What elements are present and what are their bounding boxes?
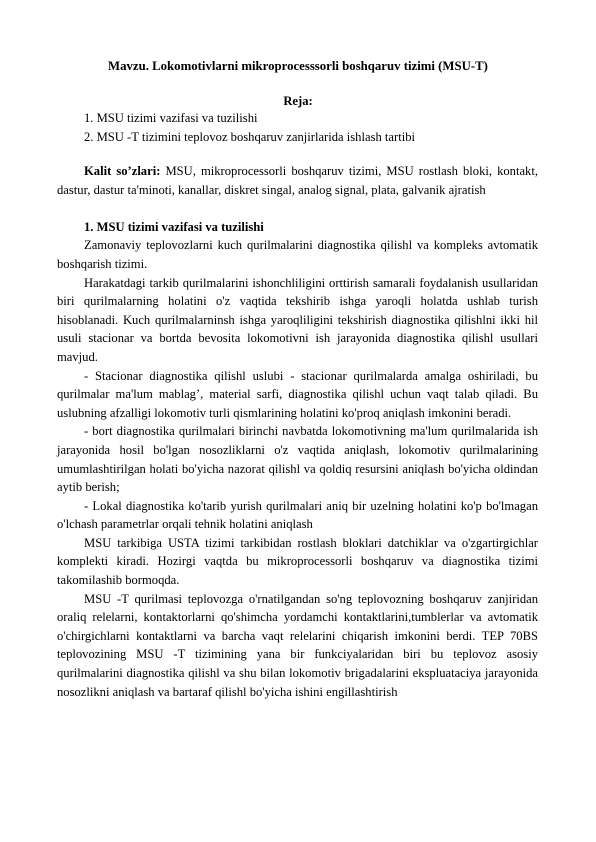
paragraph: - Lokal diagnostika ko'tarib yurish qurilmalari aniq bir uzelning holatini ko'p bo'lmagan o'lchash parametrlar orqali tehnik holatini aniqlash	[57, 498, 538, 532]
paragraph: - bort diagnostika qurilmalari birinchi navbatda lokomotivning ma'lum qurilmalarida ish jarayonida hosil bo'lgan nosozliklarni o'z vaqtida aniqlash, lokomotiv qurilmalarining umumlashtirilgan holati bo'yicha nazorat qilishl va qoldiq resursini aniqlash bo'yicha oldindan aytib berish;	[57, 424, 538, 495]
keywords-text: MSU, mikroprocessorli boshqaruv tizimi, MSU rostlash bloki, kontakt, dastur, dastur ta'minoti, kanallar, diskret singal, analog signal, plata, galvanik ajratish	[57, 164, 539, 197]
plan-item: 1. MSU tizimi vazifasi va tuzilishi	[84, 111, 258, 125]
paragraph: MSU -T qurilmasi teplovozga o'rnatilgandan so'ng teplovozning boshqaruv zanjiridan oraliq relelarni, kontaktorlarni qo'shimcha yordamchi kontaktlarini,tumblerlar va avtomatik o'chirgichlarni kontaktlarni va barcha vaqt relelarini chiqarish imkonini berdi. TEP 70BS teplovozining MSU -T tizimining yana bir funkciyalaridan biri bu teplovoz asosiy qurilmalarini diagnostika qilishl va shu bilan lokomotiv brigadalarini ekspluataciya jarayonida nosozlikni aniqlash va bartaraf qilishl bo'yicha ishini engillashtirish	[57, 591, 538, 699]
plan-item: 2. MSU -T tizimini teplovoz boshqaruv zanjirlarida ishlash tartibi	[84, 129, 415, 144]
plan-list	[84, 109, 564, 146]
paragraph: Harakatdagi tarkib qurilmalarini ishonchliligini orttirish samarali foydalanish usullaridan biri qurilmalarning holatini o'z vaqtida tekshirib ishga yaroqli holatda ushlab turish hisoblanadi. Kuch qurilmalarninsh ishga yaroqliligini tekshirish diagnostika qilishlni ikki hil usuli stacionar va bortda bevosita lokomotivni ish jarayonida diagnostika qilishl usullari mavjud.	[57, 275, 538, 364]
paragraph-gap	[57, 199, 538, 218]
plan-heading: Reja:	[283, 94, 313, 108]
document-body	[57, 162, 538, 701]
document-title: Mavzu. Lokomotivlarni mikroprocesssorli boshqaruv tizimi (MSU-T)	[108, 59, 488, 73]
keywords-label: Kalit so’zlari:	[84, 164, 161, 178]
paragraph: - Stacionar diagnostika qilishl uslubi - stacionar qurilmalarda amalga oshiriladi, bu qurilmalar ma'lum mablag’, material sarfi, diagnostika qilishl uchun vaqt talab qiladi. Bu uslubning afzalligi lokomotiv turli qismlarining holatini ko'proq aniqlash imkonini beradi.	[57, 368, 538, 420]
paragraph: Zamonaviy teplovozlarni kuch qurilmalarini diagnostika qilishl va kompleks avtomatik boshqarish tizimi.	[57, 238, 538, 271]
paragraph: MSU tarkibiga USTA tizimi tarkibidan rostlash bloklari datchiklar va o'zgartirgichlar komplekti kiradi. Hozirgi vaqtda bu mikroprocessorli boshqaruv va diagnostika tizimi takomilashib bormoqda.	[57, 535, 538, 588]
section-heading: 1. MSU tizimi vazifasi va tuzilishi	[84, 219, 264, 234]
keywords-paragraph	[57, 162, 538, 199]
